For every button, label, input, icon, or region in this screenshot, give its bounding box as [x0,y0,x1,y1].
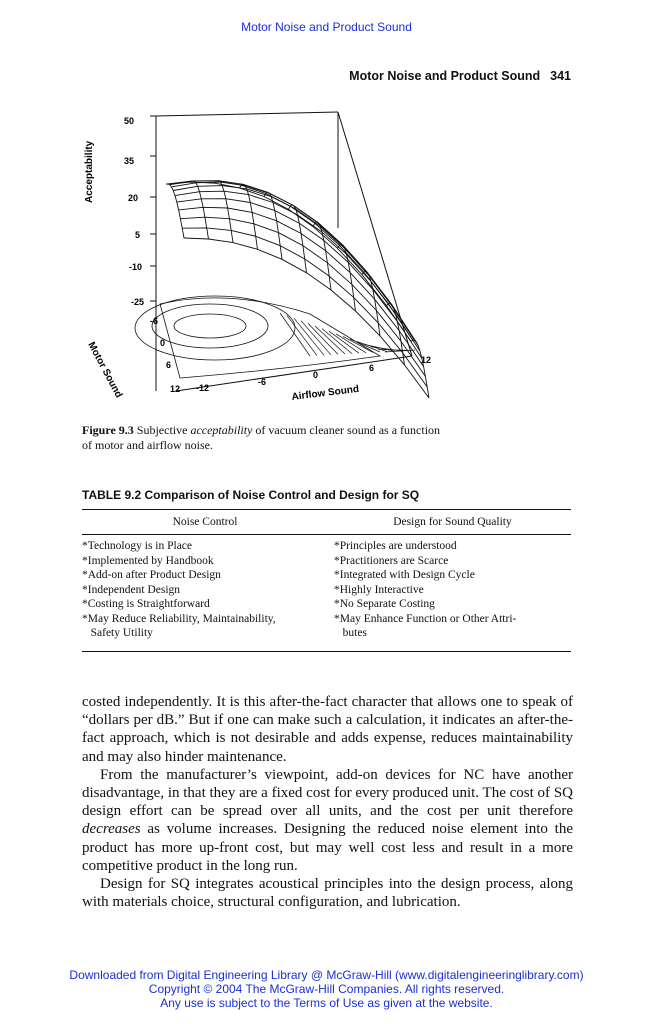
table-cell: Safety Utility [82,627,153,639]
paragraph: Design for SQ integrates acoustical principles into the design process, along with materials choice, structural configuration, and lubrication. [82,876,573,911]
y-tick-label: 5 [134,230,140,240]
table-cell: *Practitioners are Scarce [334,554,449,567]
footer-copyright[interactable]: Copyright © 2004 The McGraw-Hill Companies. All rights reserved. [148,982,505,996]
surface-mesh-line [180,217,425,376]
table-header-noise-control: Noise Control [172,515,238,528]
paragraph-emphasis: decreases [82,821,141,838]
table-cell: *May Enhance Function or Other Attri- [334,612,517,625]
contour-hatching [280,313,415,356]
y-tick-label: 50 [123,116,134,126]
running-head [349,69,571,83]
table-cell: butes [334,627,367,639]
table-header-row [82,510,571,535]
body-text [82,693,573,911]
motor-tick-label: 12 [170,384,181,394]
airflow-axis-label: Airflow Sound [291,383,360,403]
airflow-tick-label: -6 [258,377,267,387]
paragraph-text: as volume increases. Designing the reduced noise element into the product has more up-front cost, but may well cost less and result in a more competitive product in the long run. [82,821,573,874]
airflow-tick-labels [196,355,431,393]
table-cell: *Principles are understood [334,540,457,552]
y-axis-label: Acceptability [84,140,95,203]
paragraph-text: From the manufacturer’s viewpoint, add-on devices for NC have another disadvantage, in that they are a fixed cost for every produced unit. The cost of SQ design effort can be spread over all units, and the cost per unit therefore [82,766,573,820]
acceptability-surface [166,181,432,398]
footer-terms[interactable]: Any use is subject to the Terms of Use as given at the website. [160,996,493,1010]
airflow-tick-label: 0 [313,370,319,380]
table-column-design-sq [334,539,571,641]
caption-post: of vacuum cleaner sound as a function of motor and airflow noise. [82,423,441,452]
surface-mesh-line [168,181,413,340]
page-number: 341 [550,69,571,83]
comparison-table [82,509,571,652]
table-column-noise-control [82,539,334,641]
table-cell: *Highly Interactive [334,583,424,596]
airflow-tick-label: 6 [369,363,375,373]
table-body [82,535,571,651]
surface-mesh-line [338,244,356,311]
surface-mesh-line [215,181,233,243]
paragraph [82,766,573,875]
figure-caption [82,423,442,453]
caption-pre: Subjective [136,423,188,437]
table-cell: *Independent Design [82,583,181,596]
y-tick-label: -10 [128,262,142,272]
table-cell: *Technology is in Place [82,540,193,552]
surface-mesh-line [191,181,209,239]
table-title: TABLE 9.2 Comparison of Noise Control and Design for SQ [82,488,420,502]
table-header-design-sq: Design for Sound Quality [393,515,512,528]
airflow-tick-label: -12 [196,383,210,393]
y-tick-labels [124,116,144,307]
table-cell: *Implemented by Handbook [82,554,214,567]
caption-emphasis: acceptability [190,423,253,437]
y-tick-label: 35 [123,156,134,166]
airflow-tick-label: 12 [421,355,432,365]
table-cell: *No Separate Costing [334,598,435,610]
surface-plot-figure [80,108,440,408]
motor-tick-label: -6 [150,316,159,326]
table-cell: *Costing is Straightforward [82,598,210,610]
motor-tick-label: 6 [166,360,172,370]
table-cell: *May Reduce Reliability, Maintainability, [82,612,276,625]
table-cell: *Integrated with Design Cycle [334,569,475,581]
table-cell: *Add-on after Product Design [82,569,221,581]
surface-mesh-line [184,238,432,398]
caption-label: Figure 9.3 [82,423,134,437]
y-tick-label: 20 [127,193,138,203]
running-title: Motor Noise and Product Sound [349,69,541,83]
surface-mesh-line [166,184,184,238]
top-banner-link[interactable]: Motor Noise and Product Sound [241,20,412,34]
motor-axis-label: Motor Sound [85,340,125,400]
surface-mesh-line [175,191,420,351]
contour-hatch-line [294,318,324,355]
motor-tick-label: 0 [160,338,166,348]
motor-tick-labels [150,316,180,394]
y-tick-label: -25 [130,297,144,307]
paragraph: costed independently. It is this after-the-fact character that allows one to speak of “dollars per dB.” But if one can make such a calculation, it indicates an after-the-fact approach, which is not desirable and adds expense, reduces maintainability and may also hinder maintenance. [82,694,573,765]
footer-download-link[interactable]: Downloaded from Digital Engineering Library @ McGraw-Hill (www.digitalengineeringlibrary.com) [69,968,584,982]
footer [0,968,653,1010]
